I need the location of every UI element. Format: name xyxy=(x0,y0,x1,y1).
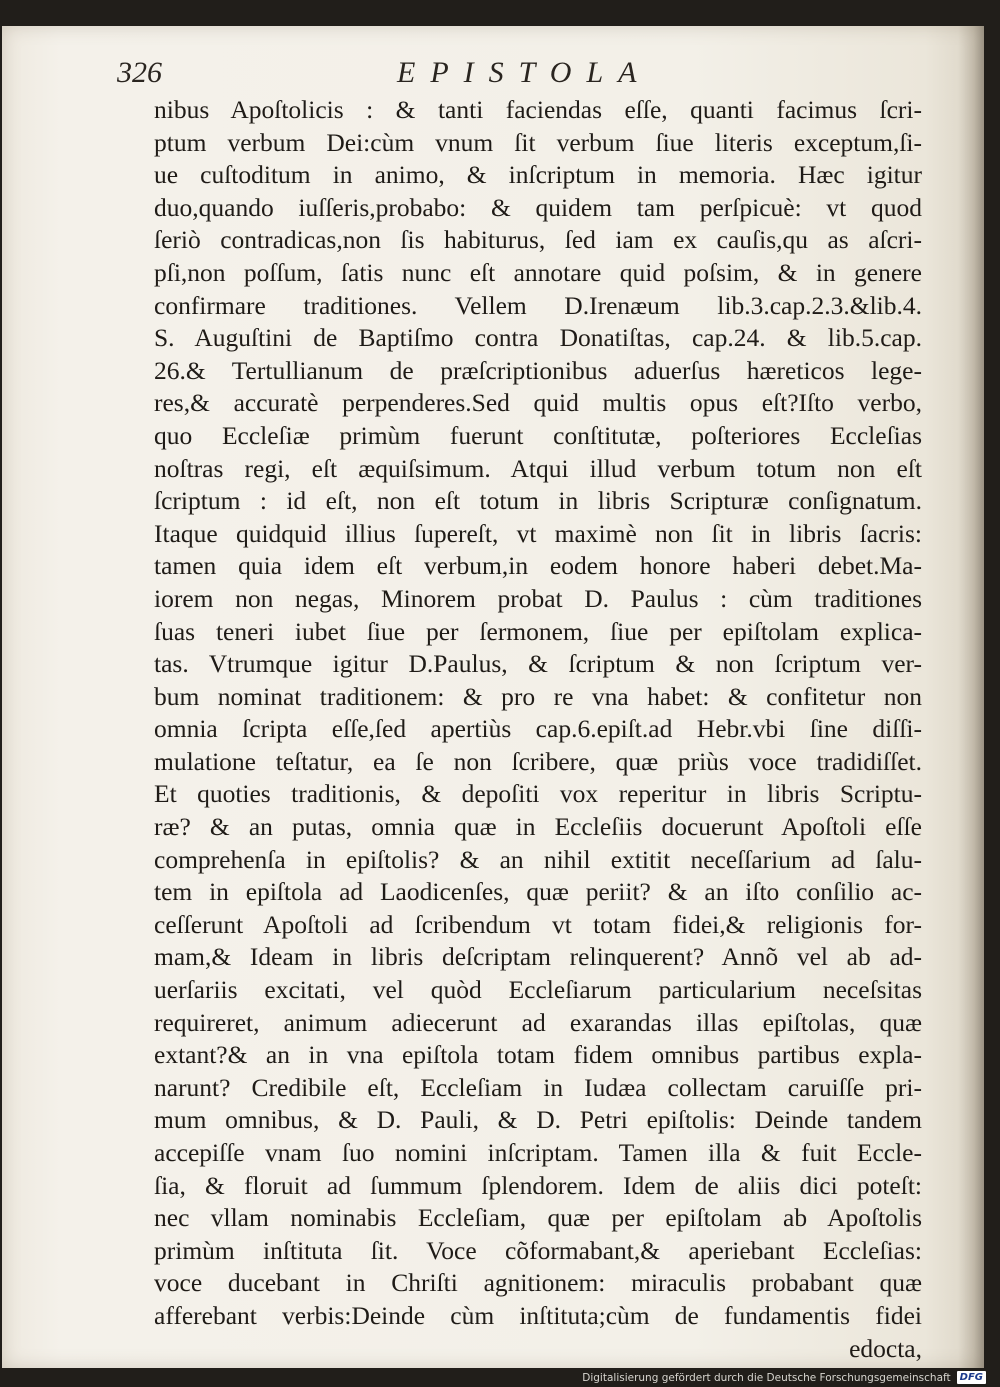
text-line: tamen quia idem eſt verbum,in eodem honore haberi debet.Ma- xyxy=(154,551,922,581)
text-line: tem in epiſtola ad Laodicenſes, quæ periit? & an iſto conſilio ac- xyxy=(154,877,922,907)
text-line: mam,& Ideam in libris deſcriptam relinquerent? Annõ vel ab ad- xyxy=(154,942,922,972)
funding-credit: Digitalisierung gefördert durch die Deutsche Forschungsgemeinschaft xyxy=(582,1371,951,1384)
text-line: requireret, animum adiecerunt ad exarandas illas epiſtolas, quæ xyxy=(154,1007,922,1037)
text-line: ſeriò contradicas,non ſis habiturus, ſed iam ex cauſis,qu as aſcri- xyxy=(154,225,922,255)
text-line: Itaque quidquid illius ſupereſt, vt maximè non ſit in libris ſacris: xyxy=(154,518,922,548)
text-line: S. Auguſtini de Baptiſmo contra Donatiſtas, cap.24. & lib.5.cap. xyxy=(154,323,922,353)
text-line: ſcriptum : id eſt, non eſt totum in libris Scripturæ conſignatum. xyxy=(154,486,922,516)
running-title: EPISTOLA xyxy=(397,56,652,89)
page-number: 326 xyxy=(117,56,162,89)
page-gutter-shadow xyxy=(958,26,984,1368)
text-line: noſtras regi, eſt æquiſsimum. Atqui illud verbum totum non eſt xyxy=(154,453,922,483)
text-line: comprehenſa in epiſtolis? & an nihil extitit neceſſarium ad ſalu- xyxy=(154,844,922,874)
text-line: ptum verbum Dei:cùm vnum ſit verbum ſiue literis exceptum,ſi- xyxy=(154,127,922,157)
text-line: mulatione teſtatur, ea ſe non ſcribere, quæ priùs voce tradidiſſet. xyxy=(154,746,922,776)
text-line: ſia, & floruit ad ſummum ſplendorem. Idem de aliis dici poteſt: xyxy=(154,1170,922,1200)
text-line: voce ducebant in Chriſti agnitionem: miraculis probabant quæ xyxy=(154,1268,922,1298)
text-line: tas. Vtrumque igitur D.Paulus, & ſcriptum & non ſcriptum ver- xyxy=(154,649,922,679)
text-line: quo Eccleſiæ primùm fuerunt conſtitutæ, poſteriores Eccleſias xyxy=(154,420,922,450)
text-line: ræ? & an putas, omnia quæ in Eccleſiis docuerunt Apoſtoli eſſe xyxy=(154,812,922,842)
text-line: nec vllam nominabis Eccleſiam, quæ per epiſtolam ab Apoſtolis xyxy=(154,1203,922,1233)
text-line: ceſſerunt Apoſtoli ad ſcribendum vt totam fidei,& religionis for- xyxy=(154,909,922,939)
text-line: mum omnibus, & D. Pauli, & D. Petri epiſtolis: Deinde tandem xyxy=(154,1105,922,1135)
text-line: narunt? Credibile eſt, Eccleſiam in Iudæa collectam caruiſſe pri- xyxy=(154,1072,922,1102)
digitization-footer xyxy=(582,1368,986,1387)
text-line: 26.& Tertullianum de præſcriptionibus aduerſus hæreticos lege- xyxy=(154,355,922,385)
text-line: res,& accuratè perpenderes.Sed quid multis opus eſt?Iſto verbo, xyxy=(154,388,922,418)
text-line: uerſariis excitati, vel quòd Eccleſiarum particularium neceſsitas xyxy=(154,975,922,1005)
text-line: duo,quando iuſſeris,probabo: & quidem tam perſpicuè: vt quod xyxy=(154,192,922,222)
text-line: accepiſſe vnam ſuo nomini inſcriptam. Tamen illa & fuit Eccle- xyxy=(154,1138,922,1167)
text-line: ſuas teneri iubet ſiue per ſermonem, ſiue per epiſtolam explica- xyxy=(154,616,922,646)
body-text xyxy=(154,94,922,1365)
text-line: pſi,non poſſum, ſatis nunc eſt annotare quid poſsim, & in genere xyxy=(154,257,922,287)
book-page xyxy=(2,26,984,1368)
text-line: nibus Apoſtolicis : & tanti faciendas eſſe, quanti facimus ſcri- xyxy=(154,95,922,124)
text-line: confirmare traditiones. Vellem D.Irenæum lib.3.cap.2.3.&lib.4. xyxy=(154,290,922,320)
dfg-logo-icon: DFG xyxy=(957,1371,986,1384)
text-line: iorem non negas, Minorem probat D. Paulus : cùm traditiones xyxy=(154,583,922,613)
text-line: primùm inſtituta ſit. Voce cõformabant,& aperiebant Eccleſias: xyxy=(154,1235,922,1265)
text-line: afferebant verbis:Deinde cùm inſtituta;cùm de fundamentis fidei xyxy=(154,1300,922,1330)
text-line: extant?& an in vna epiſtola totam fidem omnibus partibus expla- xyxy=(154,1040,922,1070)
text-line: ue cuſtoditum in animo, & inſcriptum in memoria. Hæc igitur xyxy=(154,160,922,190)
text-line: omnia ſcripta eſſe,ſed apertiùs cap.6.epiſt.ad Hebr.vbi ſine diſſi- xyxy=(154,714,922,744)
text-line: bum nominat traditionem: & pro re vna habet: & confitetur non xyxy=(154,681,922,711)
text-line: edocta, xyxy=(849,1333,922,1363)
text-line: Et quoties traditionis, & depoſiti vox reperitur in libris Scriptu- xyxy=(154,779,922,809)
